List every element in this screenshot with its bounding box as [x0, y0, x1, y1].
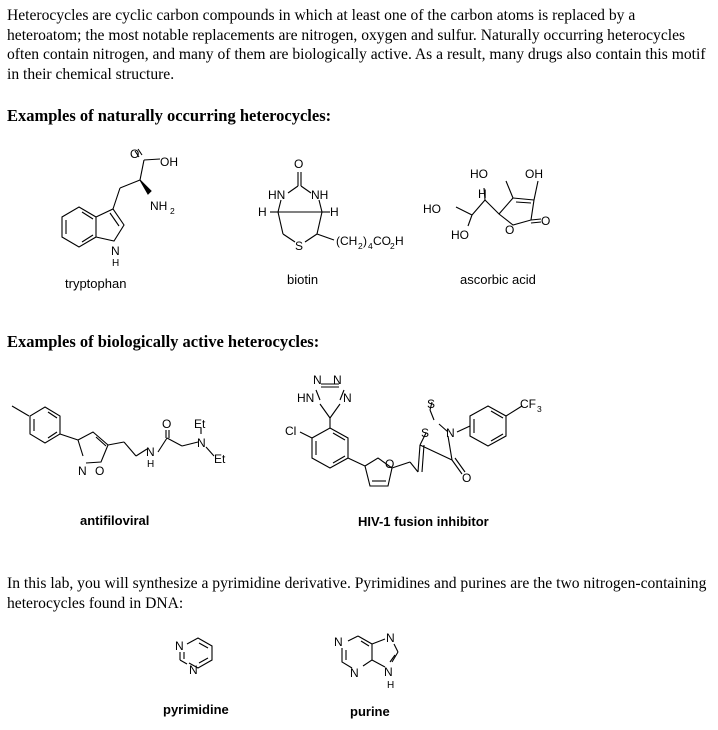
- pyrimidine-structure: [175, 638, 212, 677]
- svg-text:N: N: [78, 464, 87, 478]
- svg-text:HO: HO: [470, 167, 488, 181]
- svg-text:CF: CF: [520, 397, 536, 411]
- svg-text:O: O: [505, 223, 515, 237]
- svg-text:O: O: [385, 457, 395, 471]
- svg-text:H: H: [478, 187, 487, 201]
- svg-text:O: O: [130, 147, 140, 161]
- svg-text:): ): [363, 234, 367, 248]
- biotin-structure: [258, 157, 404, 253]
- svg-text:O: O: [294, 157, 304, 171]
- purine-structure: [334, 631, 398, 691]
- svg-text:N: N: [111, 244, 120, 258]
- svg-text:N: N: [350, 666, 359, 680]
- svg-text:N: N: [384, 665, 393, 679]
- purine-label: purine: [350, 704, 390, 719]
- tryptophan-structure: [62, 147, 178, 269]
- svg-text:H: H: [258, 205, 267, 219]
- svg-text:H: H: [387, 680, 395, 691]
- svg-text:O: O: [462, 471, 472, 485]
- svg-text:N: N: [334, 635, 343, 649]
- svg-text:N: N: [333, 373, 342, 387]
- svg-text:H: H: [112, 258, 120, 269]
- antifiloviral-label: antifiloviral: [80, 513, 150, 528]
- svg-text:H: H: [330, 205, 339, 219]
- svg-text:O: O: [541, 214, 551, 228]
- pyrimidine-label: pyrimidine: [163, 702, 229, 717]
- antifiloviral-structure: [12, 406, 226, 478]
- svg-text:N: N: [175, 639, 184, 653]
- svg-text:S: S: [421, 426, 430, 440]
- svg-text:(CH: (CH: [336, 234, 358, 248]
- svg-text:NH: NH: [311, 188, 329, 202]
- hiv-inhibitor-structure: [285, 373, 542, 486]
- intro-paragraph: Heterocycles are cyclic carbon compounds in which at least one of the carbon atoms is replaced by a heteroatom; the most notable replacements are nitrogen, oxygen and sulfur. Naturally occurring heterocycles often contain nitrogen, and many of them are biologically active. As a result, many drugs also contain this motif in their chemical structure.: [7, 7, 706, 83]
- active-heterocycles-heading: Examples of biologically active heterocycles:: [7, 332, 320, 351]
- svg-text:N: N: [313, 373, 322, 387]
- svg-text:Cl: Cl: [285, 424, 297, 438]
- svg-text:N: N: [446, 426, 455, 440]
- natural-heterocycles-heading: Examples of naturally occurring heterocycles:: [7, 106, 332, 125]
- svg-text:N: N: [386, 631, 395, 645]
- svg-text:S: S: [427, 397, 436, 411]
- svg-text:HN: HN: [268, 188, 286, 202]
- svg-text:N: N: [146, 445, 155, 459]
- svg-text:3: 3: [537, 404, 542, 414]
- svg-text:S: S: [295, 239, 304, 253]
- svg-text:2: 2: [390, 241, 395, 251]
- svg-text:CO: CO: [373, 234, 391, 248]
- ascorbic-acid-structure: [423, 167, 550, 242]
- svg-text:4: 4: [368, 241, 373, 251]
- svg-text:H: H: [395, 234, 404, 248]
- svg-text:2: 2: [170, 206, 175, 216]
- svg-text:OH: OH: [160, 155, 178, 169]
- svg-text:HN: HN: [297, 391, 315, 405]
- svg-text:Et: Et: [194, 417, 206, 431]
- svg-text:H: H: [147, 459, 155, 470]
- svg-text:NH: NH: [150, 199, 168, 213]
- svg-text:HO: HO: [451, 228, 469, 242]
- dna-paragraph: In this lab, you will synthesize a pyrimidine derivative. Pyrimidines and purines are the two nitrogen-containing heterocycles found in DNA:: [7, 575, 707, 612]
- svg-text:N: N: [197, 436, 206, 450]
- svg-text:Et: Et: [214, 452, 226, 466]
- ascorbic-acid-label: ascorbic acid: [460, 272, 536, 287]
- tryptophan-label: tryptophan: [65, 276, 127, 291]
- svg-text:2: 2: [358, 241, 363, 251]
- hiv-inhibitor-label: HIV-1 fusion inhibitor: [358, 514, 489, 529]
- svg-text:OH: OH: [525, 167, 543, 181]
- svg-text:O: O: [162, 417, 172, 431]
- svg-text:O: O: [95, 464, 105, 478]
- svg-text:N: N: [189, 663, 198, 677]
- svg-text:HO: HO: [423, 202, 441, 216]
- svg-text:N: N: [343, 391, 352, 405]
- biotin-label: biotin: [287, 272, 319, 287]
